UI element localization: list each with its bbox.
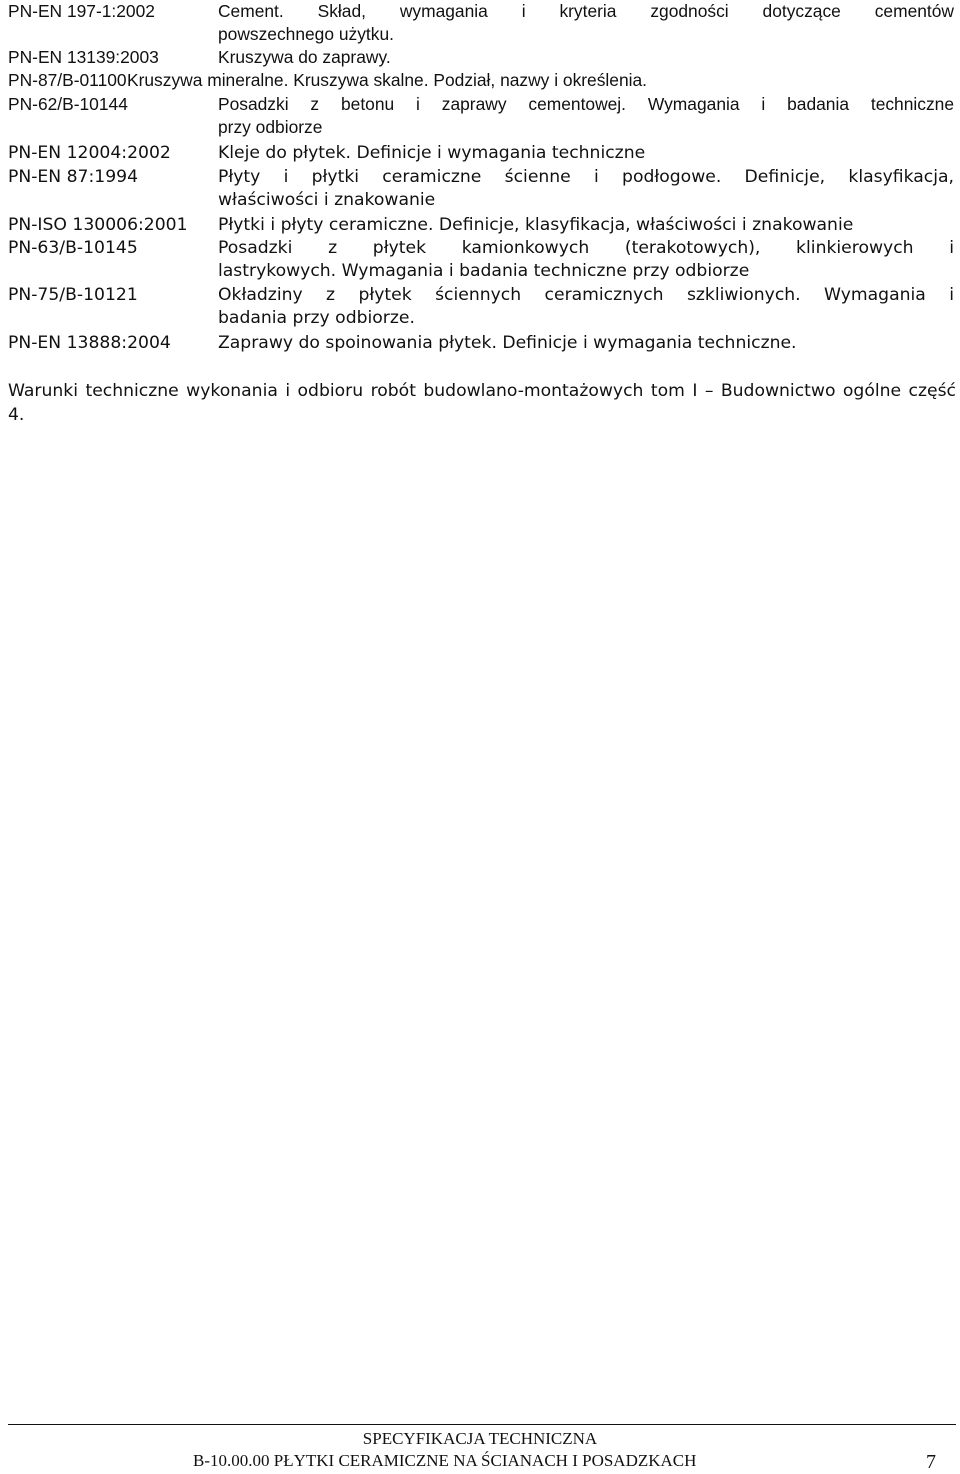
description-line: Posadzki z płytek kamionkowych (terakotowych), klinkierowych i <box>218 238 954 258</box>
standard-description <box>218 142 954 165</box>
standard-description <box>218 93 954 139</box>
standard-code: PN-75/B-10121 <box>8 285 138 305</box>
description-line: powszechnego użytku. <box>218 24 394 44</box>
standard-code: PN-ISO 130006:2001 <box>8 215 188 235</box>
standard-description <box>218 284 954 330</box>
description-line: właściwości i znakowanie <box>218 190 436 210</box>
description-line: Płyty i płytki ceramiczne ścienne i podłogowe. Definicje, klasyfikacja, <box>218 167 954 187</box>
technical-conditions-note <box>8 379 956 427</box>
standard-description <box>218 0 954 46</box>
standard-description <box>218 46 954 69</box>
description-line: badania przy odbiorze. <box>218 308 415 328</box>
description-line: Cement. Skład, wymagania i kryteria zgodności dotyczące cementów <box>218 1 954 21</box>
note-line: Warunki techniczne wykonania i odbioru robót budowlano-montażowych tom I – Budownictwo ogólne część <box>8 381 956 401</box>
description-line: lastrykowych. Wymagania i badania techniczne przy odbiorze <box>218 261 750 281</box>
standard-code: PN-63/B-10145 <box>8 238 138 258</box>
standard-code: PN-87/B-01100 <box>8 70 127 90</box>
description-line: Kleje do płytek. Definicje i wymagania techniczne <box>218 143 646 163</box>
footer-subtitle: B-10.00.00 PŁYTKI CERAMICZNE NA ŚCIANACH I POSADZKACH <box>193 1451 697 1470</box>
description-line: Posadzki z betonu i zaprawy cementowej. Wymagania i badania techniczne <box>218 94 954 114</box>
note-line: 4. <box>8 405 25 425</box>
standard-description <box>218 332 954 355</box>
standard-description <box>218 166 954 212</box>
standard-description <box>218 214 954 237</box>
standard-description <box>127 69 954 92</box>
footer-title: SPECYFIKACJA TECHNICZNA <box>362 1429 598 1448</box>
description-line: Kruszywa do zaprawy. <box>218 47 391 67</box>
description-line: Okładziny z płytek ściennych ceramicznych szkliwionych. Wymagania i <box>218 285 954 305</box>
standard-code: PN-62/B-10144 <box>8 94 128 114</box>
description-line: przy odbiorze <box>218 117 323 137</box>
standard-code: PN-EN 12004:2002 <box>8 143 171 163</box>
description-line: Kruszywa mineralne. Kruszywa skalne. Podział, nazwy i określenia. <box>127 70 648 90</box>
standard-code: PN-EN 13139:2003 <box>8 47 159 67</box>
page-number: 7 <box>926 1451 936 1473</box>
description-line: Zaprawy do spoinowania płytek. Definicje i wymagania techniczne. <box>218 333 797 353</box>
description-line: Płytki i płyty ceramiczne. Definicje, klasyfikacja, właściwości i znakowanie <box>218 215 854 235</box>
footer-divider <box>8 1424 956 1425</box>
standard-code: PN-EN 87:1994 <box>8 167 139 187</box>
standard-code: PN-EN 13888:2004 <box>8 333 171 353</box>
standard-description <box>218 237 954 283</box>
standard-code: PN-EN 197-1:2002 <box>8 1 155 21</box>
